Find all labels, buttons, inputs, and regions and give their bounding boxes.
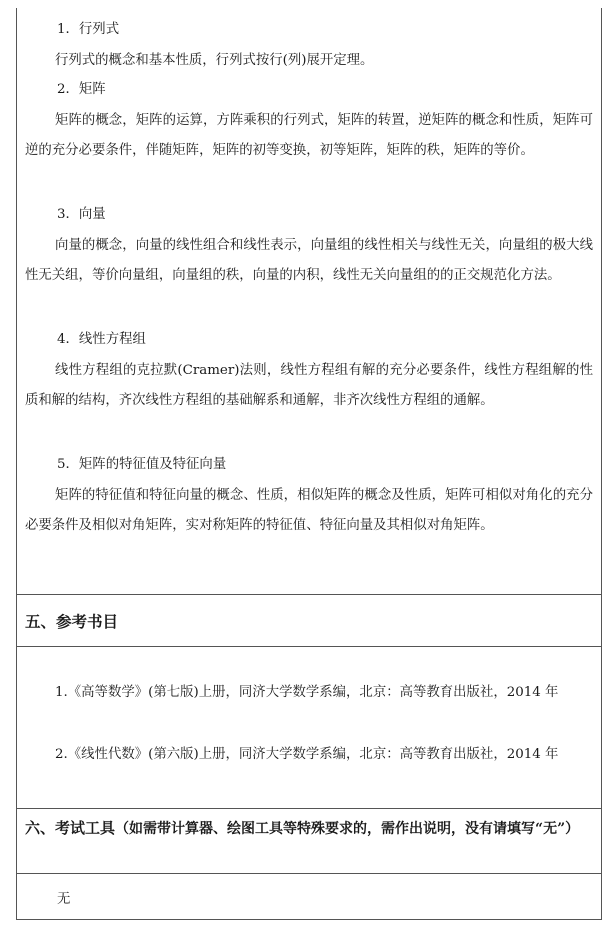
section-6-title (25, 816, 597, 842)
exam-tools-cell (17, 874, 601, 920)
topic-1-body: 行列式的概念和基本性质，行列式按行(列)展开定理。 (55, 53, 374, 68)
content-cell (17, 8, 601, 595)
topic-3-body: 向量的概念，向量的线性组合和线性表示，向量组的线性相关与线性无关，向量组的极大线性无关组，等价向量组，向量组的秩，向量的内积，线性无关向量组的的正交规范化方法。 (25, 238, 593, 283)
references-cell (17, 647, 601, 809)
topic-5-heading: 5．矩阵的特征值及特征向量 (57, 457, 227, 472)
section-5-title: 五、参考书目 (25, 612, 119, 631)
topic-3-heading: 3．向量 (57, 207, 106, 222)
reference-book-1: 1.《高等数学》(第七版)上册，同济大学数学系编，北京：高等教育出版社，2014 年 (55, 685, 559, 700)
topic-5-body: 矩阵的特征值和特征向量的概念、性质，相似矩阵的概念及性质，矩阵可相似对角化的充分必要条件及相似对角矩阵，实对称矩阵的特征值、特征向量及其相似对角矩阵。 (25, 488, 593, 533)
syllabus-table (16, 8, 602, 920)
exam-tools-answer: 无 (57, 892, 71, 907)
section-6-title-note: （如需带计算器、绘图工具等特殊要求的，需作出说明，没有请填写“无”） (115, 821, 580, 837)
topic-2-body: 矩阵的概念，矩阵的运算，方阵乘积的行列式，矩阵的转置，逆矩阵的概念和性质，矩阵可逆的充分必要条件，伴随矩阵，矩阵的初等变换，初等矩阵，矩阵的秩，矩阵的等价。 (25, 113, 593, 158)
section-6-title-main: 六、考试工具 (25, 819, 116, 837)
section-5-header-cell (17, 595, 601, 647)
section-6-header-cell (17, 809, 601, 874)
topic-2-heading: 2．矩阵 (57, 82, 106, 97)
topic-1-heading: 1．行列式 (57, 22, 120, 37)
reference-book-2: 2.《线性代数》(第六版)上册，同济大学数学系编，北京：高等教育出版社，2014 年 (55, 747, 559, 762)
topic-4-heading: 4．线性方程组 (57, 332, 146, 347)
topic-4-body: 线性方程组的克拉默(Cramer)法则，线性方程组有解的充分必要条件，线性方程组解的性质和解的结构，齐次线性方程组的基础解系和通解，非齐次线性方程组的通解。 (25, 363, 593, 408)
